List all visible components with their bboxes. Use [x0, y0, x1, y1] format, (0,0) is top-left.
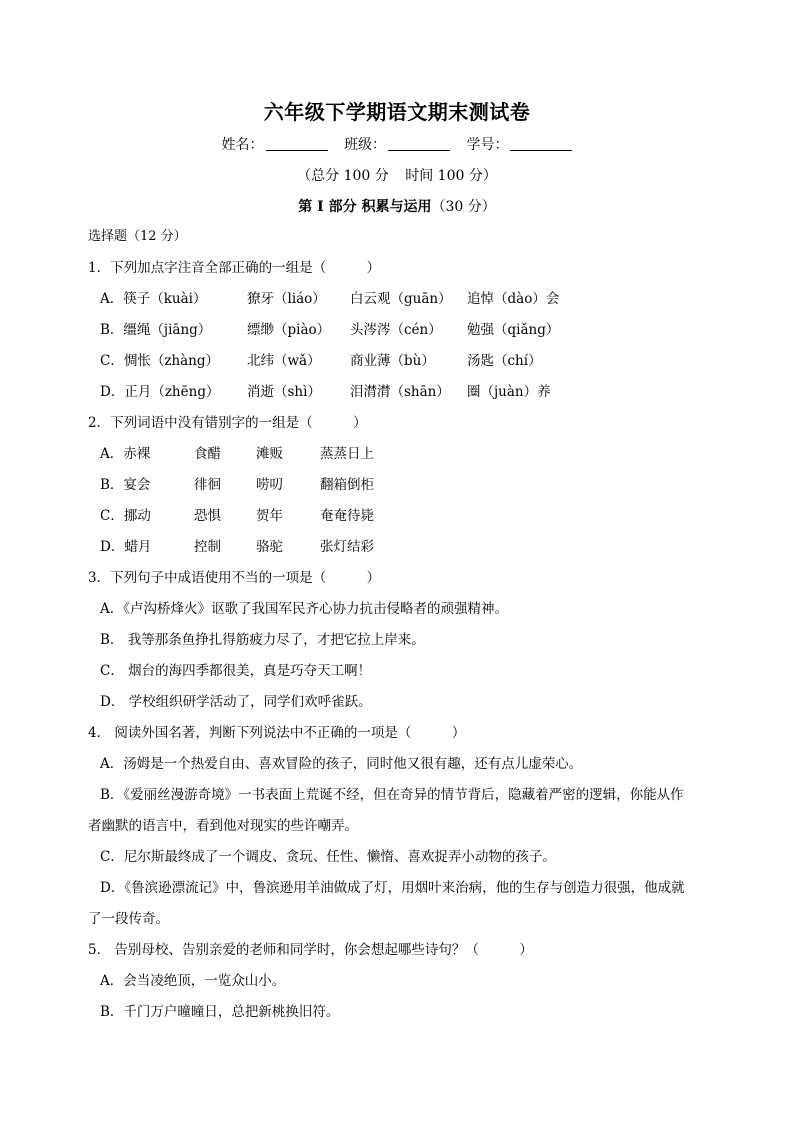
- option-cell: B．缰绳（jiāng）: [100, 322, 212, 338]
- question-5-option-b[interactable]: B．千门万户曈曈日，总把新桃换旧符。: [100, 1004, 340, 1020]
- student-id-field: [466, 134, 572, 154]
- student-id-blank[interactable]: [510, 136, 572, 151]
- option-cell: 泪潸潸（shān）: [350, 384, 450, 400]
- question-2-stem: 2．下列词语中没有错别字的一组是（ ）: [88, 415, 367, 431]
- student-id-label: 学号：: [466, 137, 509, 153]
- option-cell: 勉强（qiǎng）: [467, 322, 560, 338]
- section-label: 选择题（12 分）: [88, 229, 187, 244]
- option-cell: B．宴会: [100, 477, 151, 493]
- option-cell: 翻箱倒柜: [320, 477, 374, 493]
- name-field: [222, 134, 328, 154]
- option-cell: A．赤裸: [100, 446, 151, 462]
- question-1-option-c[interactable]: [88, 350, 714, 381]
- option-cell: 消逝（shì）: [247, 384, 321, 400]
- option-cell: 贺年: [256, 508, 283, 524]
- option-cell: 唠叨: [256, 477, 283, 493]
- question-3-option-a[interactable]: A．《卢沟桥烽火》讴歌了我国军民齐心协力抗击侵略者的顽强精神。: [100, 601, 508, 617]
- option-cell: 徘徊: [194, 477, 221, 493]
- question-5-option-a[interactable]: A．会当凌绝顶，一览众山小。: [100, 973, 286, 989]
- option-cell: 骆驼: [256, 539, 283, 555]
- question-2-option-d[interactable]: [88, 536, 714, 567]
- option-cell: 缥缈（piào）: [247, 322, 331, 338]
- score-time-row: [0, 165, 794, 185]
- part-score: （30 分）: [431, 199, 496, 215]
- question-2-option-c[interactable]: [88, 505, 714, 536]
- question-1-option-a[interactable]: [88, 288, 714, 319]
- option-cell: D．蜡月: [100, 539, 152, 555]
- option-cell: 张灯结彩: [320, 539, 374, 555]
- part-heading: [0, 196, 794, 216]
- option-cell: 汤匙（chí）: [467, 353, 542, 369]
- question-3-option-d[interactable]: D． 学校组织研学活动了，同学们欢呼雀跃。: [100, 694, 372, 710]
- questions-content: [88, 226, 714, 1032]
- option-cell: D．正月（zhēng）: [100, 384, 220, 400]
- part-title: 第 Ⅰ 部分 积累与运用: [298, 199, 432, 215]
- question-2-option-b[interactable]: [88, 474, 714, 505]
- question-1-option-b[interactable]: [88, 319, 714, 350]
- class-label: 班级：: [344, 137, 386, 153]
- question-4-stem: 4． 阅读外国名著，判断下列说法中不正确的一项是（ ）: [88, 725, 466, 741]
- option-cell: 奄奄待毙: [320, 508, 374, 524]
- question-3-stem: 3．下列句子中成语使用不当的一项是（ ）: [88, 570, 381, 586]
- student-info-row: [0, 134, 794, 154]
- option-cell: C．挪动: [100, 508, 151, 524]
- option-cell: 圈（juàn）养: [467, 384, 551, 400]
- option-cell: 滩贩: [256, 446, 283, 462]
- question-4-option-b-continued: 者幽默的语言中，看到他对现实的些许嘲弄。: [88, 818, 358, 834]
- question-5-stem: 5． 告别母校、告别亲爱的老师和同学时，你会想起哪些诗句？（ ）: [88, 942, 533, 958]
- option-cell: 北纬（wǎ）: [247, 353, 321, 369]
- option-cell: 头涔涔（cén）: [350, 322, 442, 338]
- class-field: [344, 134, 450, 154]
- exam-title: 六年级下学期语文期末测试卷: [263, 100, 531, 124]
- time-limit: 时间 100 分）: [405, 168, 497, 184]
- option-cell: C．惆怅（zhàng）: [100, 353, 220, 369]
- option-cell: 商业薄（bù）: [350, 353, 435, 369]
- option-cell: 追悼（dào）会: [467, 291, 560, 307]
- name-blank[interactable]: [266, 136, 328, 151]
- option-cell: 白云观（guān）: [350, 291, 452, 307]
- option-cell: 獠牙（liáo）: [247, 291, 326, 307]
- question-3-option-b[interactable]: B． 我等那条鱼挣扎得筋疲力尽了，才把它拉上岸来。: [100, 632, 425, 648]
- name-label: 姓名：: [221, 137, 264, 153]
- total-score: （总分 100 分: [297, 168, 389, 184]
- option-cell: A．筷子（kuài）: [100, 291, 207, 307]
- question-4-option-a[interactable]: A．汤姆是一个热爱自由、喜欢冒险的孩子，同时他又很有趣，还有点儿虚荣心。: [100, 756, 583, 772]
- class-blank[interactable]: [388, 136, 450, 151]
- question-4-option-d[interactable]: D．《鲁滨逊漂流记》中，鲁滨逊用羊油做成了灯，用烟叶来治病，他的生存与创造力很强，他成就: [100, 880, 685, 896]
- question-1-option-d[interactable]: [88, 381, 714, 412]
- option-cell: 食醋: [194, 446, 221, 462]
- question-4-option-b[interactable]: B．《爱丽丝漫游奇境》一书表面上荒诞不经，但在奇异的情节背后，隐藏着严密的逻辑，你能从作: [100, 787, 684, 803]
- question-4-option-d-continued: 了一段传奇。: [88, 911, 169, 927]
- option-cell: 恐惧: [194, 508, 221, 524]
- question-3-option-c[interactable]: C． 烟台的海四季都很美，真是巧夺天工啊！: [100, 663, 372, 679]
- option-cell: 控制: [194, 539, 221, 555]
- question-1-stem: 1．下列加点字注音全部正确的一组是（ ）: [88, 260, 381, 276]
- question-4-option-c[interactable]: C．尼尔斯最终成了一个调皮、贪玩、任性、懒惰、喜欢捉弄小动物的孩子。: [100, 849, 556, 865]
- question-2-option-a[interactable]: [88, 443, 714, 474]
- option-cell: 蒸蒸日上: [320, 446, 374, 462]
